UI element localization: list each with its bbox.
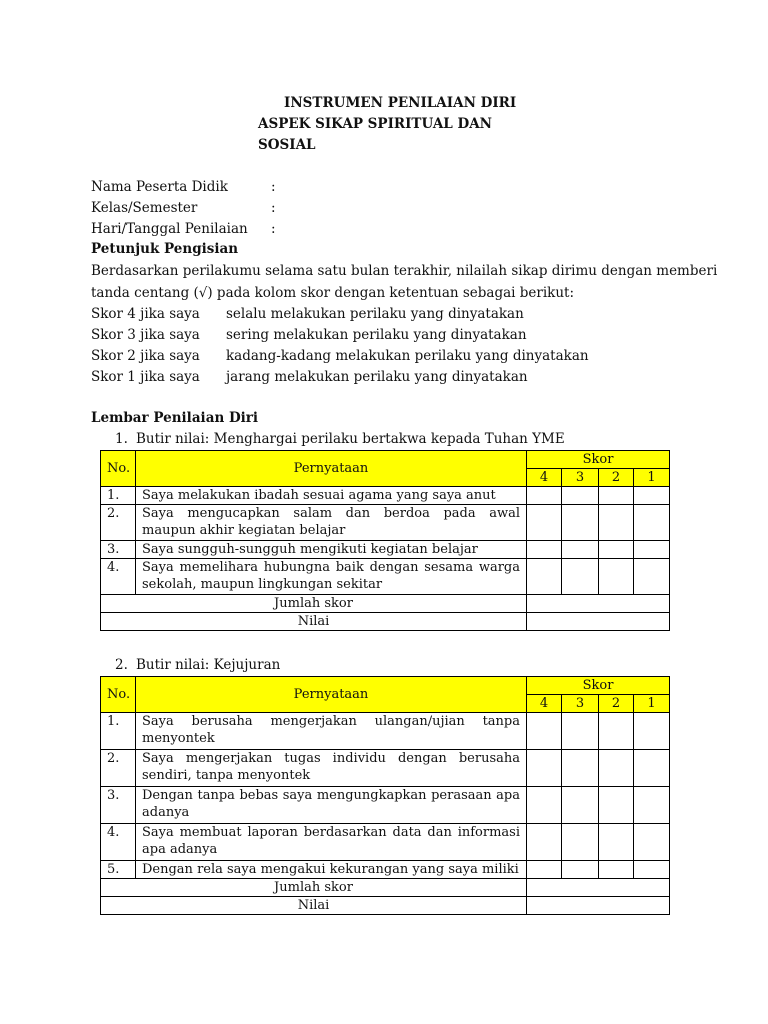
score-cell-1[interactable] <box>634 505 670 541</box>
score-cell-2[interactable] <box>599 824 634 861</box>
instructions-line-1: Berdasarkan perilakumu selama satu bulan terakhir, nilailah sikap dirimu dengan memberi <box>91 263 718 279</box>
score-cell-4[interactable] <box>527 750 562 787</box>
score-cell-2[interactable] <box>599 559 634 595</box>
header-statement: Pernyataan <box>136 451 527 487</box>
score-cell-2[interactable] <box>599 505 634 541</box>
score-cell-4[interactable] <box>527 713 562 750</box>
table-row <box>101 487 670 505</box>
header-score-3: 3 <box>562 469 599 487</box>
score-cell-2[interactable] <box>599 861 634 879</box>
score-cell-3[interactable] <box>562 861 599 879</box>
total-score-cell[interactable] <box>527 879 670 897</box>
row-number: 2. <box>101 750 136 787</box>
field-label-class-semester: Kelas/Semester <box>91 200 198 216</box>
score-cell-4[interactable] <box>527 559 562 595</box>
table-row <box>101 541 670 559</box>
total-score-cell[interactable] <box>527 595 670 613</box>
row-number: 3. <box>101 787 136 824</box>
score-cell-2[interactable] <box>599 541 634 559</box>
row-statement: Saya mengerjakan tugas individu dengan berusaha sendiri, tanpa menyontek <box>136 750 527 787</box>
field-colon-class-semester: : <box>271 200 276 216</box>
header-score-4: 4 <box>527 695 562 713</box>
score-cell-1[interactable] <box>634 487 670 505</box>
total-score-label: Jumlah skor <box>101 879 527 897</box>
score-rule-desc: sering melakukan perilaku yang dinyatakan <box>226 327 527 343</box>
document-title-line-3: SOSIAL <box>258 137 316 153</box>
header-score: Skor <box>527 451 670 469</box>
field-label-date: Hari/Tanggal Penilaian <box>91 221 248 237</box>
section-2-number: 2. <box>115 657 128 673</box>
row-statement: Saya mengucapkan salam dan berdoa pada awal maupun akhir kegiatan belajar <box>136 505 527 541</box>
row-statement: Dengan rela saya mengakui kekurangan yang saya miliki <box>136 861 527 879</box>
score-cell-2[interactable] <box>599 487 634 505</box>
score-cell-3[interactable] <box>562 487 599 505</box>
section-1-title: Butir nilai: Menghargai perilaku bertakwa kepada Tuhan YME <box>136 431 565 447</box>
score-cell-1[interactable] <box>634 559 670 595</box>
sheet-heading: Lembar Penilaian Diri <box>91 410 259 426</box>
assessment-table-2 <box>100 676 670 915</box>
score-cell-1[interactable] <box>634 713 670 750</box>
header-score: Skor <box>527 677 670 695</box>
score-rule-desc: jarang melakukan perilaku yang dinyatakan <box>226 369 528 385</box>
total-score-label: Jumlah skor <box>101 595 527 613</box>
document-title-line-1: INSTRUMEN PENILAIAN DIRI <box>284 95 517 111</box>
row-statement: Saya membuat laporan berdasarkan data dan informasi apa adanya <box>136 824 527 861</box>
score-cell-2[interactable] <box>599 713 634 750</box>
score-cell-3[interactable] <box>562 824 599 861</box>
row-statement: Saya sungguh-sungguh mengikuti kegiatan belajar <box>136 541 527 559</box>
score-cell-3[interactable] <box>562 559 599 595</box>
score-cell-1[interactable] <box>634 541 670 559</box>
score-cell-1[interactable] <box>634 824 670 861</box>
score-cell-1[interactable] <box>634 861 670 879</box>
score-rule-label: Skor 4 jika saya <box>91 306 200 322</box>
grade-label: Nilai <box>101 897 527 915</box>
row-statement: Saya berusaha mengerjakan ulangan/ujian tanpa menyontek <box>136 713 527 750</box>
score-rule-label: Skor 1 jika saya <box>91 369 200 385</box>
field-label-student-name: Nama Peserta Didik <box>91 179 228 195</box>
field-colon-date: : <box>271 221 276 237</box>
header-score-4: 4 <box>527 469 562 487</box>
score-rule-label: Skor 3 jika saya <box>91 327 200 343</box>
header-score-3: 3 <box>562 695 599 713</box>
row-statement: Dengan tanpa bebas saya mengungkapkan perasaan apa adanya <box>136 787 527 824</box>
header-score-2: 2 <box>599 695 634 713</box>
score-cell-4[interactable] <box>527 787 562 824</box>
score-cell-3[interactable] <box>562 787 599 824</box>
row-number: 1. <box>101 713 136 750</box>
table-row <box>101 750 670 787</box>
row-statement: Saya melakukan ibadah sesuai agama yang saya anut <box>136 487 527 505</box>
instructions-line-2: tanda centang (√) pada kolom skor dengan ketentuan sebagai berikut: <box>91 285 575 301</box>
score-cell-1[interactable] <box>634 750 670 787</box>
score-rule-label: Skor 2 jika saya <box>91 348 200 364</box>
table-row <box>101 861 670 879</box>
instructions-heading: Petunjuk Pengisian <box>91 241 239 257</box>
header-score-1: 1 <box>634 469 670 487</box>
header-statement: Pernyataan <box>136 677 527 713</box>
score-rule-desc: selalu melakukan perilaku yang dinyatakan <box>226 306 524 322</box>
grade-cell[interactable] <box>527 613 670 631</box>
score-cell-4[interactable] <box>527 505 562 541</box>
table-row <box>101 505 670 541</box>
score-cell-4[interactable] <box>527 487 562 505</box>
score-cell-4[interactable] <box>527 824 562 861</box>
score-cell-2[interactable] <box>599 787 634 824</box>
row-number: 5. <box>101 861 136 879</box>
assessment-table-1 <box>100 450 670 631</box>
header-score-1: 1 <box>634 695 670 713</box>
score-cell-1[interactable] <box>634 787 670 824</box>
score-cell-4[interactable] <box>527 541 562 559</box>
score-cell-3[interactable] <box>562 541 599 559</box>
section-2-title: Butir nilai: Kejujuran <box>136 657 281 673</box>
score-cell-2[interactable] <box>599 750 634 787</box>
score-cell-3[interactable] <box>562 750 599 787</box>
header-no: No. <box>101 677 136 713</box>
row-number: 4. <box>101 824 136 861</box>
row-number: 2. <box>101 505 136 541</box>
score-cell-3[interactable] <box>562 713 599 750</box>
table-row <box>101 713 670 750</box>
table-row <box>101 787 670 824</box>
header-score-2: 2 <box>599 469 634 487</box>
table-row <box>101 559 670 595</box>
score-cell-4[interactable] <box>527 861 562 879</box>
grade-label: Nilai <box>101 613 527 631</box>
row-number: 4. <box>101 559 136 595</box>
grade-cell[interactable] <box>527 897 670 915</box>
row-number: 3. <box>101 541 136 559</box>
field-colon-student-name: : <box>271 179 276 195</box>
row-number: 1. <box>101 487 136 505</box>
header-no: No. <box>101 451 136 487</box>
table-row <box>101 824 670 861</box>
section-1-number: 1. <box>115 431 128 447</box>
score-rule-desc: kadang-kadang melakukan perilaku yang dinyatakan <box>226 348 589 364</box>
document-title-line-2: ASPEK SIKAP SPIRITUAL DAN <box>258 116 493 132</box>
score-cell-3[interactable] <box>562 505 599 541</box>
row-statement: Saya memelihara hubungna baik dengan sesama warga sekolah, maupun lingkungan sekitar <box>136 559 527 595</box>
